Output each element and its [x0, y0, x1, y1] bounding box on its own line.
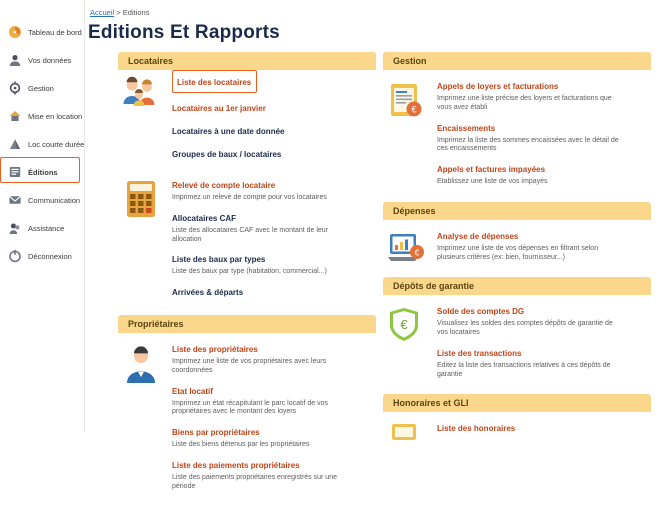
menu-item-desc: Imprimez une liste de vos dépenses en filtrant selon plusieurs critères (ex: bien, fournisseur...): [437, 244, 599, 261]
breadcrumb-current: Editions: [122, 8, 150, 17]
menu-item-appels-de-loyers[interactable]: [437, 76, 651, 113]
sidebar-item-label: Mise en location: [28, 111, 83, 121]
sidebar-item-label: Éditions: [28, 167, 58, 177]
menu-item-desc: Etablissez une liste de vos impayés: [437, 178, 548, 185]
menu-item-desc: Visualisez les soldes des comptes dépôts de garantie de vos locataires: [437, 320, 613, 336]
sidebar-item-assistance[interactable]: [0, 214, 84, 242]
logout-icon: [8, 249, 22, 263]
menu-item-encaissements[interactable]: [437, 118, 651, 155]
left-column: [118, 52, 376, 506]
right-column: [383, 52, 651, 452]
sidebar-item-label: Communication: [28, 195, 81, 205]
sidebar-item-mise-en-location[interactable]: [0, 102, 84, 130]
menu-item-biens-par-proprietaires[interactable]: [172, 422, 376, 450]
sidebar-item-label: Vos données: [28, 55, 72, 65]
menu-item-label: Locataires à une date donnée: [172, 127, 285, 136]
sidebar-item-tableau-de-bord[interactable]: [0, 18, 84, 46]
menu-item-releve-compte-locataire[interactable]: [172, 175, 376, 203]
group-locataires-comptes: [118, 175, 376, 305]
gestion-icon: [8, 81, 22, 95]
panel-honoraires-gli: [383, 394, 651, 442]
menu-item-analyse-de-depenses[interactable]: [437, 226, 651, 263]
menu-item-label: Liste des baux par types: [172, 255, 266, 265]
menu-item-arrivees-departs[interactable]: [172, 282, 376, 300]
menu-item-solde-des-comptes-dg[interactable]: [437, 301, 651, 338]
panel-title: Locataires: [118, 52, 376, 70]
menu-item-locataires-1er-janvier[interactable]: [172, 98, 376, 116]
menu-item-desc: Liste des baux par type (habitation, commercial...): [172, 268, 327, 276]
menu-item-desc: Liste des allocataires CAF avec le montant de leur allocation: [172, 226, 329, 243]
menu-item-label: Liste des transactions: [437, 348, 522, 358]
menu-item-label: Analyse de dépenses: [437, 231, 519, 241]
breadcrumb-separator: >: [116, 8, 121, 17]
user-data-icon: [8, 53, 22, 67]
sidebar-item-label: Tableau de bord: [28, 27, 82, 37]
group-locataires-liste: [118, 70, 376, 167]
invoice-icon: [383, 76, 429, 122]
menu-item-liste-baux-par-types[interactable]: [172, 249, 376, 277]
expense-chart-icon: [383, 226, 429, 266]
liste-locataires-highlight: [172, 70, 257, 93]
menu-item-label: Groupes de baux / locataires: [172, 150, 282, 159]
content-area: [88, 52, 664, 490]
sidebar-item-gestion[interactable]: [0, 74, 84, 102]
panel-title: Dépôts de garantie: [383, 277, 651, 295]
calculator-icon: [118, 175, 164, 219]
menu-item-label: Liste des paiements propriétaires: [172, 460, 300, 470]
menu-item-liste-paiements-proprietaires[interactable]: [172, 455, 376, 492]
menu-item-label: Locataires au 1er janvier: [172, 104, 266, 113]
sidebar-item-label: Déconnexion: [28, 251, 72, 261]
sidebar-item-label: Assistance: [28, 223, 65, 233]
panel-locataires: [118, 52, 376, 305]
editions-icon: [8, 165, 22, 179]
menu-item-label: Encaissements: [437, 123, 496, 133]
communication-icon: [8, 193, 22, 207]
owner-person-icon: [118, 339, 164, 387]
sidebar-item-loc-courte-duree[interactable]: [0, 130, 84, 158]
panel-title: Gestion: [383, 52, 651, 70]
svg-text:€: €: [400, 317, 408, 333]
menu-item-groupes-de-baux[interactable]: [172, 144, 376, 162]
menu-item-label: Appels de loyers et facturations: [437, 82, 559, 91]
menu-item-liste-des-honoraires[interactable]: [437, 418, 651, 436]
sidebar-item-vos-donnees[interactable]: [0, 46, 84, 74]
panel-gestion: [383, 52, 651, 192]
menu-item-desc: Liste des paiements propriétaires enregistrés sur une période: [172, 473, 337, 490]
fees-icon: [383, 418, 429, 442]
sidebar-item-deconnexion[interactable]: [0, 242, 84, 270]
menu-item-liste-des-transactions[interactable]: [437, 343, 651, 380]
menu-item-etat-locatif[interactable]: [172, 381, 376, 418]
panel-title: Dépenses: [383, 202, 651, 220]
menu-item-label: Solde des comptes DG: [437, 307, 525, 317]
page-title: Editions Et Rapports: [88, 22, 280, 43]
menu-item-desc: Editez la liste des transactions relatives à ces dépôts de garantie: [437, 361, 611, 378]
menu-item-liste-des-locataires[interactable]: [172, 70, 257, 93]
menu-item-label: Arrivées & départs: [172, 288, 244, 297]
menu-item-label: Biens par propriétaires: [172, 428, 260, 437]
menu-item-label: Etat locatif: [172, 386, 213, 396]
panel-depenses: [383, 202, 651, 268]
sidebar-item-editions[interactable]: [0, 158, 84, 186]
panel-depots-de-garantie: [383, 277, 651, 384]
menu-item-label: Liste des locataires: [177, 78, 252, 87]
menu-item-label: Liste des honoraires: [437, 424, 516, 434]
sidebar-item-label: Gestion: [28, 83, 54, 93]
menu-item-label: Liste des propriétaires: [172, 345, 258, 354]
sidebar-item-communication[interactable]: [0, 186, 84, 214]
location-icon: [8, 109, 22, 123]
breadcrumb-home-link[interactable]: Accueil: [90, 8, 115, 17]
svg-text:€: €: [414, 247, 420, 258]
menu-item-desc: Imprimez un état récapitulant le parc locatif de vos propriétaires avec le montant des loyers: [172, 399, 329, 416]
menu-item-desc: Liste des biens détenus par les propriétaires: [172, 441, 310, 448]
menu-item-desc: Imprimez un relevé de compte pour vos locataires: [172, 194, 327, 201]
svg-text:€: €: [411, 104, 417, 115]
panel-title: Propriétaires: [118, 315, 376, 333]
sidebar: [0, 0, 85, 432]
menu-item-liste-des-proprietaires[interactable]: [172, 339, 376, 376]
breadcrumb: [90, 8, 149, 17]
menu-item-label: Relevé de compte locataire: [172, 181, 276, 190]
menu-item-appels-factures-impayees[interactable]: [437, 159, 651, 187]
panel-title: Honoraires et GLI: [383, 394, 651, 412]
menu-item-label: Allocataires CAF: [172, 213, 237, 223]
dashboard-icon: [8, 25, 22, 39]
menu-item-desc: Imprimez la liste des sommes encaissées avec le détail de ces encaissements: [437, 136, 619, 153]
menu-item-desc: Imprimez une liste de vos propriétaires avec leurs coordonnées: [172, 358, 327, 374]
menu-item-locataires-date-donnee[interactable]: [172, 121, 376, 139]
menu-item-allocataires-caf[interactable]: [172, 208, 376, 245]
menu-item-desc: Imprimez une liste précise des loyers et facturations que vous avez établi: [437, 95, 612, 111]
tenants-family-icon: [118, 70, 164, 108]
assistance-icon: [8, 221, 22, 235]
panel-proprietaires: [118, 315, 376, 496]
sidebar-item-label: Loc courte durée: [28, 139, 85, 149]
deposit-shield-icon: [383, 301, 429, 345]
short-term-icon: [8, 137, 22, 151]
menu-item-label: Appels et factures impayées: [437, 165, 546, 174]
